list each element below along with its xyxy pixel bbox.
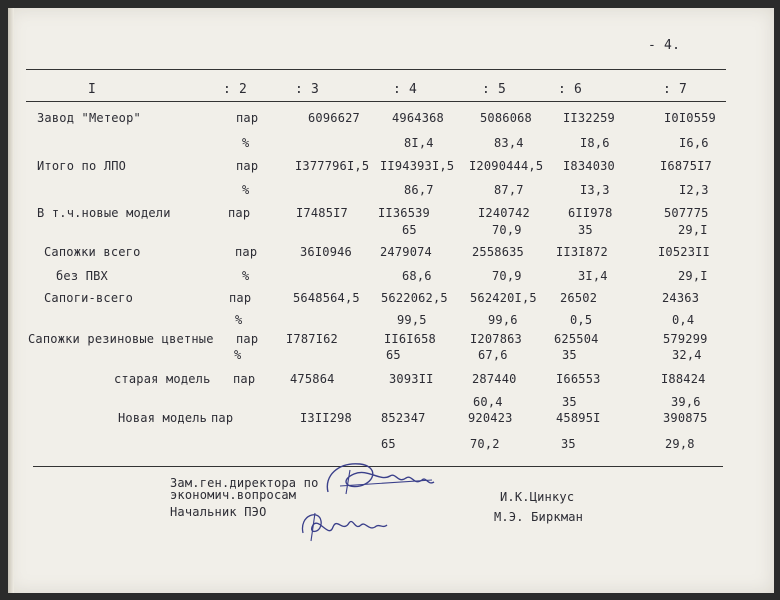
row-unit: пар xyxy=(236,332,259,346)
cell-col-5: 67,6 xyxy=(478,348,508,362)
cell-col-6: II3I872 xyxy=(556,245,608,259)
row-label: без ПВХ xyxy=(56,269,108,283)
cell-col-3: 5648564,5 xyxy=(293,291,360,305)
cell-col-4: 65 xyxy=(402,223,417,237)
row-unit: % xyxy=(242,183,250,197)
cell-col-4: 65 xyxy=(386,348,401,362)
row-label: Сапожки всего xyxy=(44,245,141,259)
cell-col-7: 29,8 xyxy=(665,437,695,451)
row-label: Новая модель xyxy=(118,411,208,425)
cell-col-3: I3II298 xyxy=(300,411,352,425)
cell-col-5: 87,7 xyxy=(494,183,524,197)
row-unit: пар xyxy=(233,372,256,386)
cell-col-4: 5622062,5 xyxy=(381,291,448,305)
cell-col-5: I207863 xyxy=(470,332,522,346)
cell-col-4: 852347 xyxy=(381,411,426,425)
row-unit: % xyxy=(242,269,250,283)
cell-col-5: 70,2 xyxy=(470,437,500,451)
header-col-6: : 6 xyxy=(558,82,583,97)
cell-col-4: 86,7 xyxy=(404,183,434,197)
cell-col-7: I6,6 xyxy=(679,136,709,150)
page-number: - 4. xyxy=(648,38,681,53)
row-label: Итого по ЛПО xyxy=(37,159,127,173)
row-unit: пар xyxy=(236,159,259,173)
cell-col-5: 5086068 xyxy=(480,111,532,125)
row-label: старая модель xyxy=(114,372,211,386)
cell-col-6: 0,5 xyxy=(570,313,593,327)
cell-col-7: 32,4 xyxy=(672,348,702,362)
paper-edge xyxy=(8,8,14,593)
cell-col-6: II32259 xyxy=(563,111,615,125)
row-unit: пар xyxy=(229,291,252,305)
cell-col-6: I3,3 xyxy=(580,183,610,197)
cell-col-6: 35 xyxy=(562,348,577,362)
row-unit: пар xyxy=(236,111,259,125)
header-top-rule xyxy=(26,69,726,70)
head-title: Начальник ПЭО xyxy=(170,505,267,519)
cell-col-6: 35 xyxy=(561,437,576,451)
cell-col-4: 99,5 xyxy=(397,313,427,327)
header-col-1: I xyxy=(88,82,97,97)
deputy-name: И.К.Цинкус xyxy=(500,490,575,504)
head-name: М.Э. Биркман xyxy=(494,510,584,524)
cell-col-4: 3093II xyxy=(389,372,434,386)
deputy-title-line2: экономич.вопросам xyxy=(170,488,297,502)
cell-col-7: 29,I xyxy=(678,223,708,237)
cell-col-6: 35 xyxy=(578,223,593,237)
row-unit: пар xyxy=(228,206,251,220)
header-col-7: : 7 xyxy=(663,82,688,97)
cell-col-5: 70,9 xyxy=(492,223,522,237)
cell-col-6: 625504 xyxy=(554,332,599,346)
cell-col-5: 920423 xyxy=(468,411,513,425)
cell-col-4: 2479074 xyxy=(380,245,432,259)
header-col-5: : 5 xyxy=(482,82,507,97)
cell-col-5: 562420I,5 xyxy=(470,291,537,305)
cell-col-7: I2,3 xyxy=(679,183,709,197)
row-label: В т.ч.новые модели xyxy=(37,206,171,220)
row-unit: % xyxy=(235,313,243,327)
header-col-3: : 3 xyxy=(295,82,320,97)
cell-col-6: 45895I xyxy=(556,411,601,425)
cell-col-7: I6875I7 xyxy=(660,159,712,173)
cell-col-3: 475864 xyxy=(290,372,335,386)
row-label: Сапожки резиновые цветные xyxy=(28,332,214,346)
row-unit: % xyxy=(242,136,250,150)
cell-col-5: 83,4 xyxy=(494,136,524,150)
document-page xyxy=(8,8,774,593)
cell-col-3: I7485I7 xyxy=(296,206,348,220)
head-signature xyxy=(293,503,393,548)
cell-col-5: 287440 xyxy=(472,372,517,386)
cell-col-7: I0I0559 xyxy=(664,111,716,125)
cell-col-7: 29,I xyxy=(678,269,708,283)
header-col-4: : 4 xyxy=(393,82,418,97)
cell-col-3: I787I62 xyxy=(286,332,338,346)
cell-col-5: 99,6 xyxy=(488,313,518,327)
row-unit: пар xyxy=(211,411,234,425)
cell-col-6: I66553 xyxy=(556,372,601,386)
cell-col-7: I0523II xyxy=(658,245,710,259)
cell-col-4: 65 xyxy=(381,437,396,451)
header-col-2: : 2 xyxy=(223,82,248,97)
cell-col-4: II6I658 xyxy=(384,332,436,346)
cell-col-5: I2090444,5 xyxy=(469,159,544,173)
cell-col-6: 35 xyxy=(562,395,577,409)
cell-col-3: I377796I,5 xyxy=(295,159,370,173)
cell-col-4: 8I,4 xyxy=(404,136,434,150)
deputy-signature xyxy=(320,456,440,506)
cell-col-6: 6II978 xyxy=(568,206,613,220)
cell-col-7: 24363 xyxy=(662,291,700,305)
row-label: Завод "Метеор" xyxy=(37,111,141,125)
cell-col-5: 70,9 xyxy=(492,269,522,283)
row-unit: пар xyxy=(235,245,258,259)
row-unit: % xyxy=(234,348,242,362)
cell-col-7: I88424 xyxy=(661,372,706,386)
cell-col-4: II36539 xyxy=(378,206,430,220)
cell-col-5: I240742 xyxy=(478,206,530,220)
header-bottom-rule xyxy=(26,101,726,102)
cell-col-6: 26502 xyxy=(560,291,598,305)
cell-col-7: 0,4 xyxy=(672,313,695,327)
cell-col-6: 3I,4 xyxy=(578,269,608,283)
cell-col-5: 2558635 xyxy=(472,245,524,259)
cell-col-4: 68,6 xyxy=(402,269,432,283)
cell-col-5: 60,4 xyxy=(473,395,503,409)
deputy-title-line1: Зам.ген.директора по xyxy=(170,476,319,490)
cell-col-3: 36I0946 xyxy=(300,245,352,259)
row-label: Сапоги-всего xyxy=(44,291,134,305)
cell-col-4: II94393I,5 xyxy=(380,159,455,173)
cell-col-3: 6096627 xyxy=(308,111,360,125)
cell-col-7: 579299 xyxy=(663,332,708,346)
cell-col-7: 39,6 xyxy=(671,395,701,409)
cell-col-6: I8,6 xyxy=(580,136,610,150)
cell-col-6: I834030 xyxy=(563,159,615,173)
cell-col-4: 4964368 xyxy=(392,111,444,125)
cell-col-7: 507775 xyxy=(664,206,709,220)
cell-col-7: 390875 xyxy=(663,411,708,425)
